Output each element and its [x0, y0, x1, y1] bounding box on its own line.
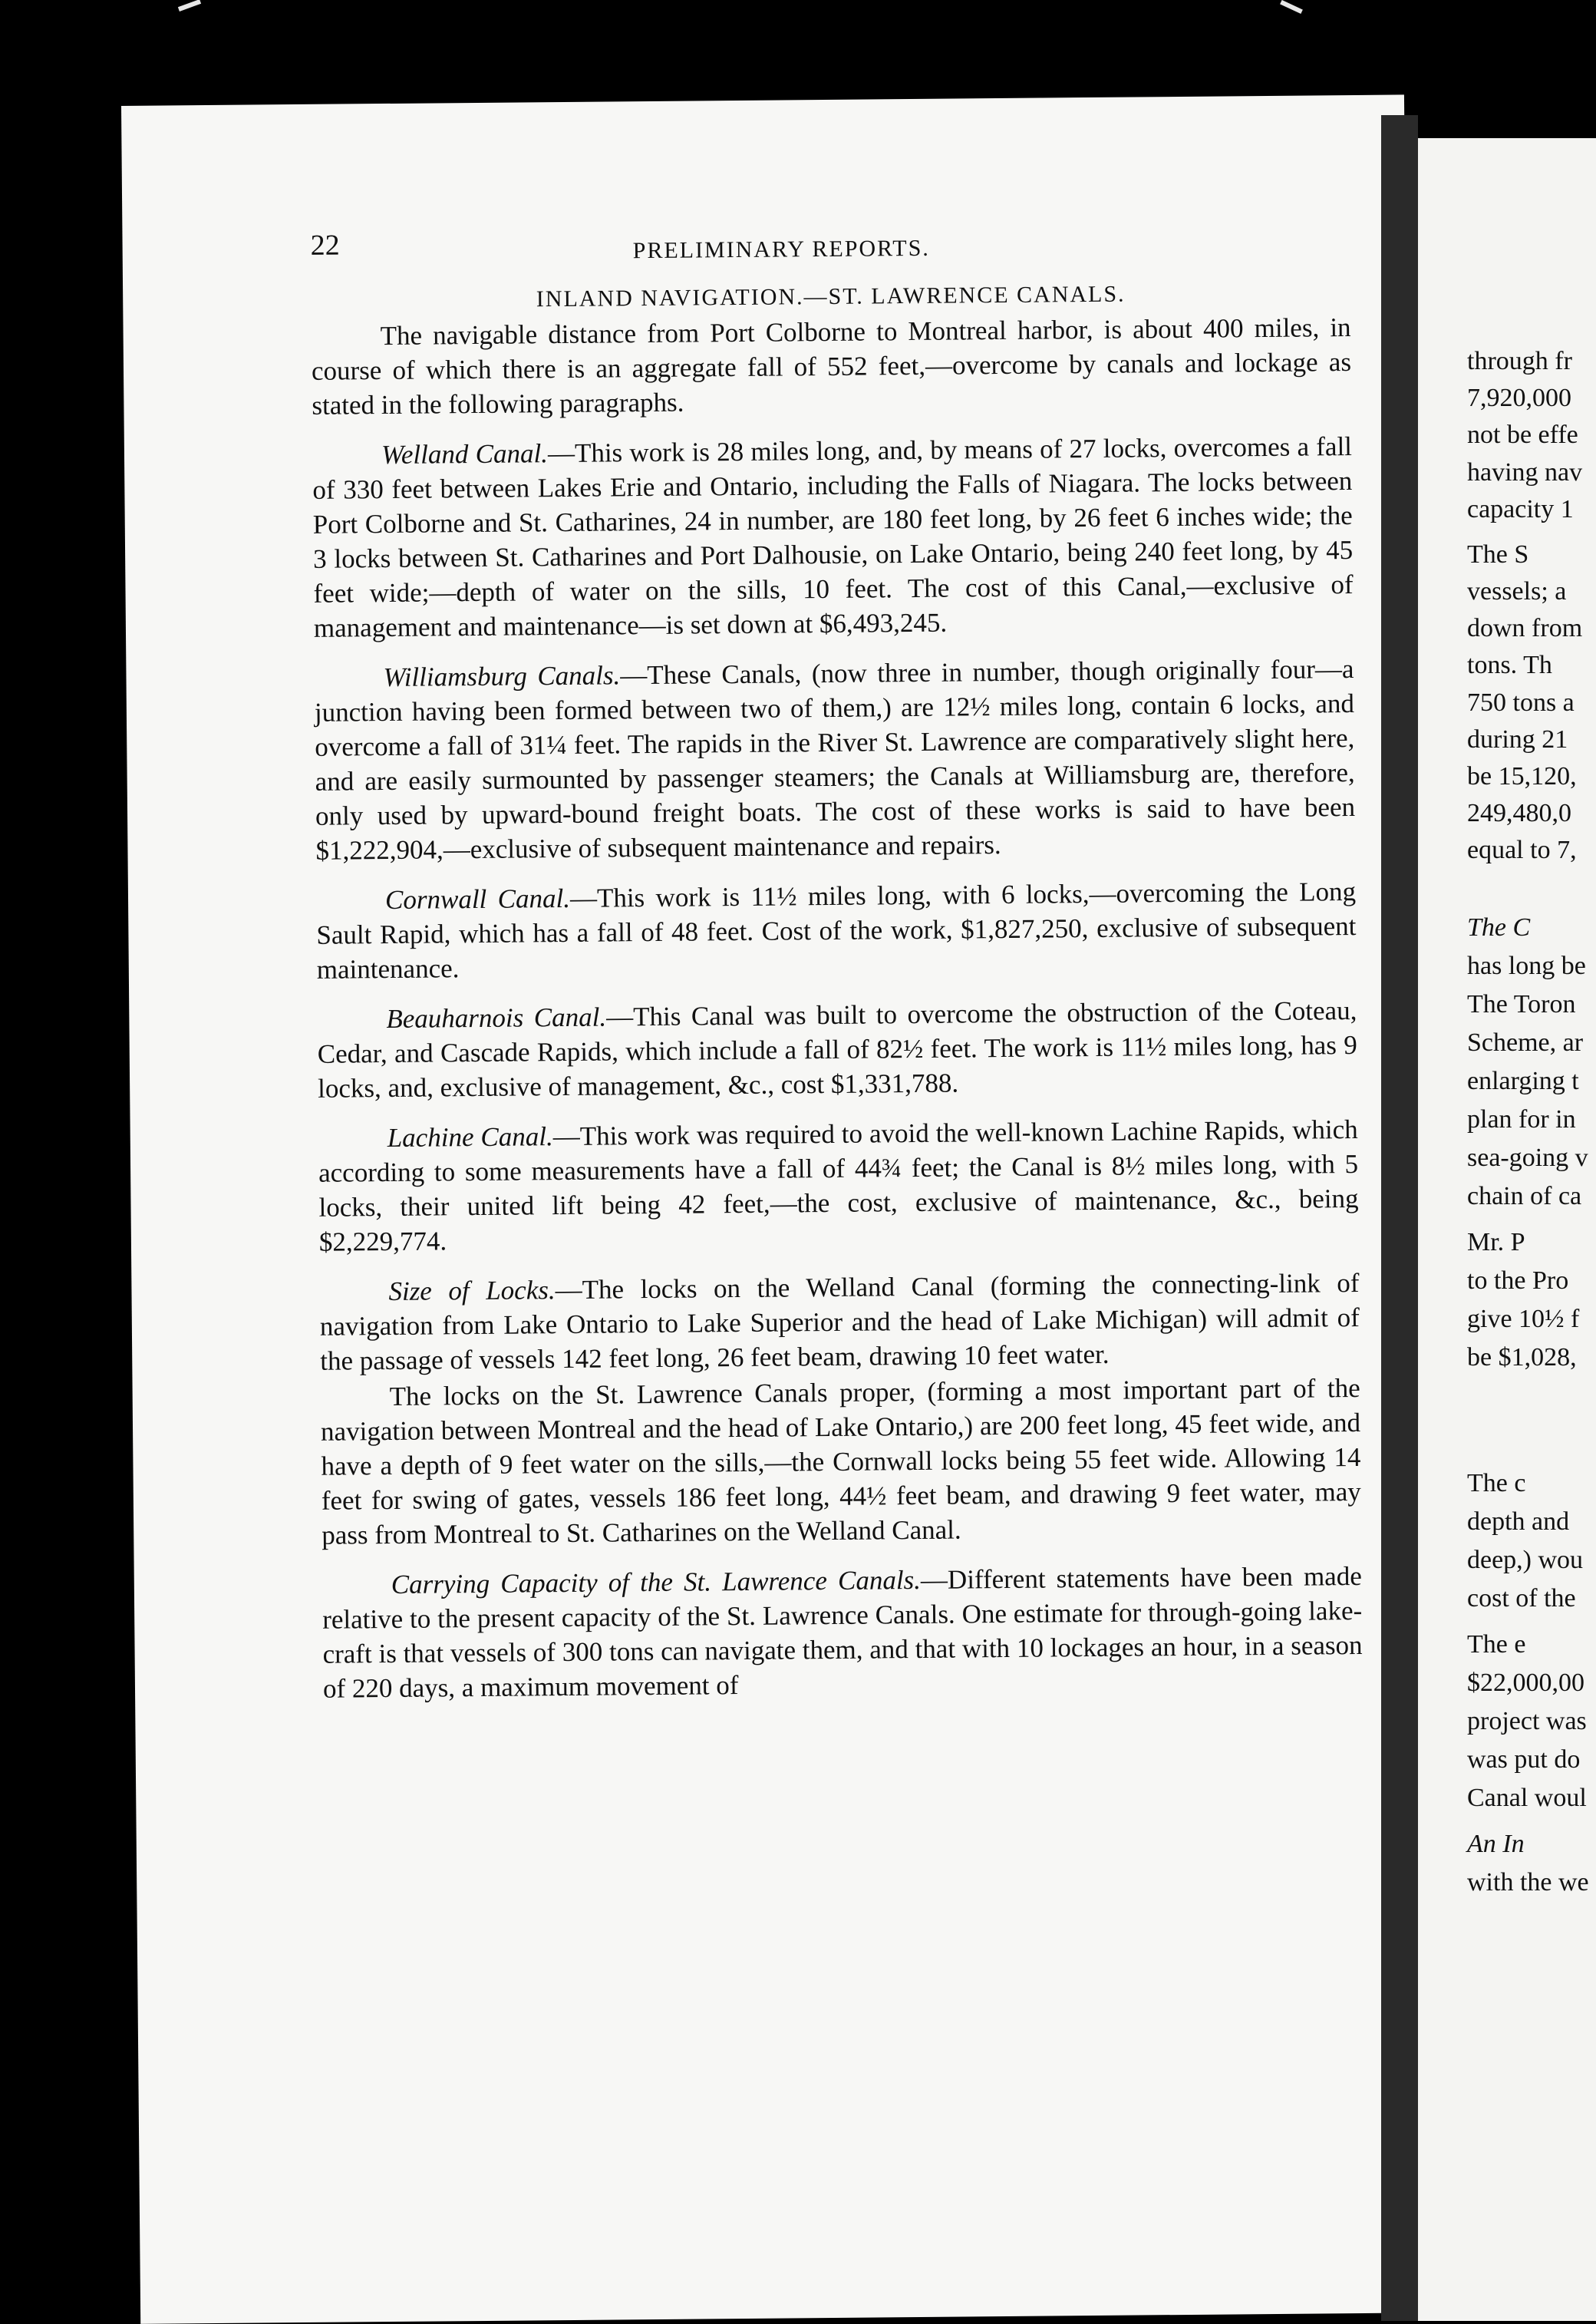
right-page-line-fragment: enlarging t: [1467, 1067, 1579, 1095]
right-page-line-fragment: Scheme, ar: [1467, 1028, 1584, 1057]
left-page: [121, 94, 1423, 2323]
right-page-line-fragment: give 10½ f: [1467, 1305, 1580, 1333]
paragraph-williamsburg-canals: [314, 652, 1355, 868]
right-page-line-fragment: Mr. P: [1467, 1228, 1525, 1256]
right-page-line-fragment: sea-going v: [1467, 1144, 1588, 1172]
paragraph-text: The navigable distance from Port Colborne to Montreal harbor, is about 400 miles, in course of which there is an aggregate fall of 552 feet,—overcome by canals and lockage as stated in the following paragraphs.: [311, 312, 1352, 421]
right-page-line-fragment: An In: [1467, 1830, 1525, 1858]
right-page-line-fragment: $22,000,00: [1467, 1669, 1584, 1697]
right-page-line-fragment: The Toron: [1467, 990, 1576, 1018]
paragraph-st-lawrence-locks: [320, 1371, 1361, 1553]
page-number: 22: [310, 229, 340, 262]
right-page-line-fragment: during 21: [1467, 725, 1568, 754]
right-page-line-fragment: equal to 7,: [1467, 836, 1577, 864]
paragraph-text: —This Canal was built to overcome the obstruction of the Coteau, Cedar, and Cascade Rapids, which include a fall of 82½ feet. The work is 11½ miles long, has 9 locks, and, exclusive of management, &c., cost $1,331,788.: [317, 995, 1357, 1104]
right-page-line-fragment: deep,) wou: [1467, 1546, 1584, 1574]
corner-mark-right: [1280, 0, 1303, 14]
paragraph-lead: Beauharnois Canal.: [386, 1002, 607, 1035]
right-page-line-fragment: The S: [1467, 540, 1529, 569]
right-page-line-fragment: has long be: [1467, 952, 1586, 980]
paragraph-beauharnois-canal: [317, 993, 1357, 1106]
right-page-line-fragment: vessels; a: [1467, 577, 1567, 606]
right-page-partial: [1418, 138, 1596, 2321]
page-gutter: [1381, 115, 1418, 2321]
right-page-line-fragment: project was: [1467, 1707, 1587, 1735]
right-page-line-fragment: having nav: [1467, 458, 1583, 487]
paragraph-carrying-capacity: [322, 1559, 1364, 1706]
paragraph-cornwall-canal: [316, 874, 1357, 987]
paragraph-text: —The locks on the Welland Canal (forming the connecting-link of navigation from Lake Ontario to Lake Superior and the head of Lake Michigan) will admit of the passage of vessels 142 feet long, 26 feet beam, drawing 10 feet water.: [319, 1267, 1360, 1376]
paragraph-lead: Welland Canal.: [381, 438, 549, 470]
right-page-line-fragment: 750 tons a: [1467, 688, 1575, 717]
right-page-line-fragment: plan for in: [1467, 1105, 1576, 1134]
right-page-line-fragment: be 15,120,: [1467, 762, 1577, 791]
right-page-line-fragment: with the we: [1467, 1868, 1589, 1897]
paragraph-lead: Carrying Capacity of the St. Lawrence Canals.: [391, 1564, 922, 1600]
right-page-line-fragment: cost of the: [1467, 1584, 1576, 1613]
page-header: [310, 220, 1350, 282]
right-page-line-fragment: capacity 1: [1467, 495, 1574, 523]
paragraph-lead: Cornwall Canal.: [384, 883, 571, 916]
right-page-line-fragment: not be effe: [1467, 421, 1578, 449]
running-head: PRELIMINARY REPORTS.: [632, 235, 930, 264]
right-page-line-fragment: depth and: [1467, 1507, 1570, 1536]
right-page-line-fragment: Canal woul: [1467, 1784, 1587, 1812]
paragraph-text: —This work is 28 miles long, and, by means of 27 locks, overcomes a fall of 330 feet between Lakes Erie and Ontario, including the Falls of Niagara. The locks between Port Colborne and St. Catharines, 24 in number, are 180 feet long, by 26 feet 6 inches wide; the 3 locks between St. Catharines and Port Dalhousie, on Lake Ontario, being 240 feet long, by 45 feet wide;—depth of water on the sills, 10 feet. The cost of this Canal,—exclusive of management and maintenance—is set down at $6,493,245.: [312, 431, 1354, 643]
paragraph-text: The locks on the St. Lawrence Canals proper, (forming a most important part of the navigation between Montreal and the head of Lake Ontario,) are 200 feet long, 45 feet wide, and have a depth of 9 feet water on the sills,—the Cornwall locks being 55 feet wide. Allowing 14 feet for swing of gates, vessels 186 feet long, 44½ feet beam, and drawing 9 feet water, may pass from Montreal to St. Catharines on the Welland Canal.: [320, 1372, 1361, 1550]
paragraph-lead: Williamsburg Canals.: [383, 660, 621, 693]
right-page-line-fragment: The c: [1467, 1469, 1526, 1497]
right-page-line-fragment: The C: [1467, 913, 1531, 942]
paragraph-text: —These Canals, (now three in number, though originally four—a junction having been formed between two of them,) are 12½ miles long, contain 6 locks, and overcome a fall of 31¼ feet. The rapids in the River St. Lawrence are comparatively slight here, and are easily surmounted by passenger steamers; the Canals at Williamsburg are, therefore, only used by upward-bound freight boats. The cost of these works is said to have been $1,222,904,—exclusive of subsequent maintenance and repairs.: [314, 654, 1356, 866]
paragraph-text: —This work was required to avoid the well-known Lachine Rapids, which according to some measurements have a fall of 44¾ feet; the Canal is 8½ miles long, with 5 locks, their united lift being 42 feet,—the cost, exclusive of maintenance, &c., being $2,229,774.: [318, 1114, 1359, 1257]
right-page-line-fragment: 7,920,000: [1467, 384, 1571, 412]
paragraph-intro: [311, 310, 1351, 423]
right-page-line-fragment: through fr: [1467, 347, 1572, 375]
paragraph-welland-canal: [312, 429, 1354, 645]
corner-mark-left: [178, 0, 201, 12]
right-page-line-fragment: was put do: [1467, 1745, 1581, 1774]
paragraph-text: —Different statements have been made relative to the present capacity of the St. Lawrence Canals. One estimate for through-going lake-craft is that vessels of 300 tons can navigate them, and that with 10 lockages an hour, in a season of 220 days, a maximum movement of: [322, 1560, 1363, 1704]
paragraph-lead: Lachine Canal.: [387, 1121, 553, 1154]
right-page-line-fragment: 249,480,0: [1467, 799, 1571, 827]
right-page-line-fragment: be $1,028,: [1467, 1343, 1577, 1372]
paragraph-lachine-canal: [318, 1112, 1360, 1259]
paragraph-size-of-locks: [319, 1266, 1360, 1378]
right-page-line-fragment: down from: [1467, 614, 1583, 642]
section-heading: INLAND NAVIGATION.—ST. LAWRENCE CANALS.: [536, 281, 1126, 312]
paragraph-lead: Size of Locks.: [388, 1275, 556, 1307]
right-page-line-fragment: chain of ca: [1467, 1182, 1582, 1210]
right-page-line-fragment: tons. Th: [1467, 651, 1552, 679]
right-page-line-fragment: to the Pro: [1467, 1266, 1569, 1295]
left-page-content: [310, 220, 1363, 1722]
paragraph-text: —This work is 11½ miles long, with 6 locks,—overcoming the Long Sault Rapid, which has a fall of 48 feet. Cost of the work, $1,827,250, exclusive of subsequent maintenance.: [316, 876, 1357, 985]
right-page-line-fragment: The e: [1467, 1630, 1526, 1659]
